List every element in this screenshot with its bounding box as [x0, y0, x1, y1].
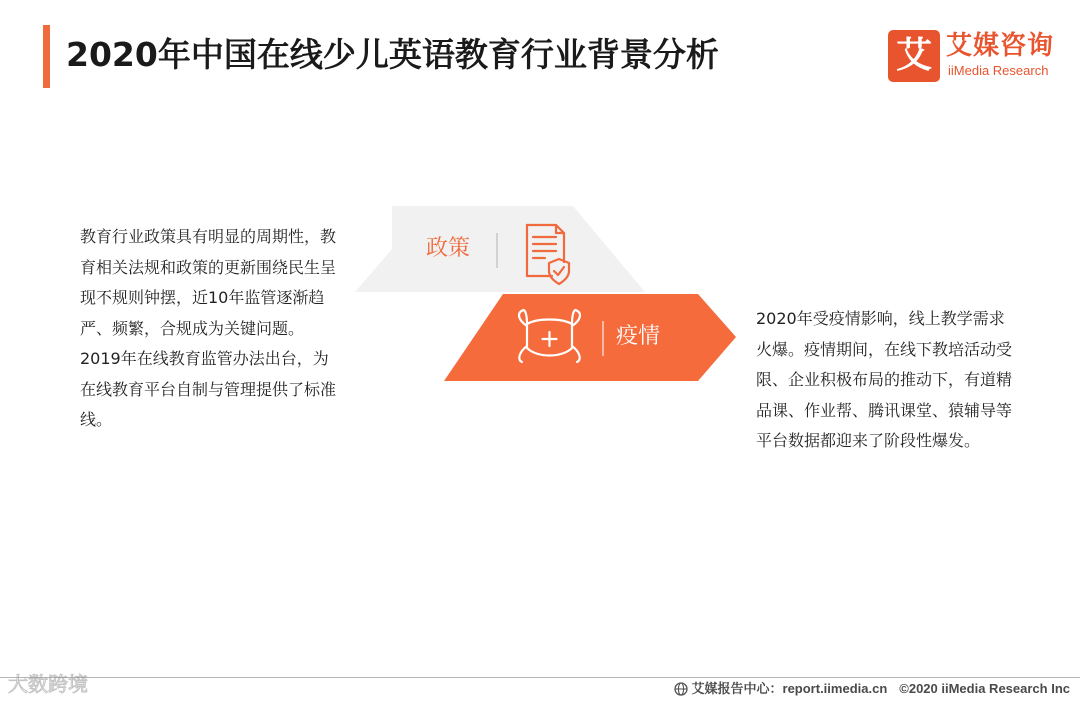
policy-arrow-shape: [355, 206, 645, 292]
footer-divider: [0, 677, 1080, 678]
footer-copyright: ©2020 iiMedia Research Inc: [899, 681, 1070, 696]
globe-icon: [674, 682, 688, 696]
policy-label: 政策: [426, 236, 471, 261]
logo-name-cn: 艾媒咨询: [946, 31, 1055, 61]
footer-source: [674, 679, 888, 699]
policy-description: 教育行业政策具有明显的周期性，教育相关法规和政策的更新围绕民生呈现不规则钟摆，近10年监管逐渐趋严、频繁，合规成为关键问题。 2019年在线教育监管办法出台，为在线教育平台自制与管理提供了标准线。: [80, 227, 337, 429]
logo-mark: 艾: [888, 30, 940, 82]
epidemic-description: 2020年受疫情影响，线上教学需求火爆。疫情期间，在线下教培活动受限、企业积极布局的推动下，有道精品课、作业帮、腾讯课堂、猿辅导等平台数据都迎来了阶段性爆发。: [756, 309, 1013, 450]
epidemic-arrow-shape: [444, 294, 736, 381]
footer: [674, 679, 1070, 699]
footer-source-text: 艾媒报告中心：report.iimedia.cn: [691, 681, 888, 696]
watermark: 大数跨境: [8, 672, 88, 696]
logo-name-en: iiMedia Research: [948, 63, 1049, 78]
epidemic-label: 疫情: [616, 324, 661, 349]
page-title: 2020年中国在线少儿英语教育行业背景分析: [66, 35, 719, 74]
